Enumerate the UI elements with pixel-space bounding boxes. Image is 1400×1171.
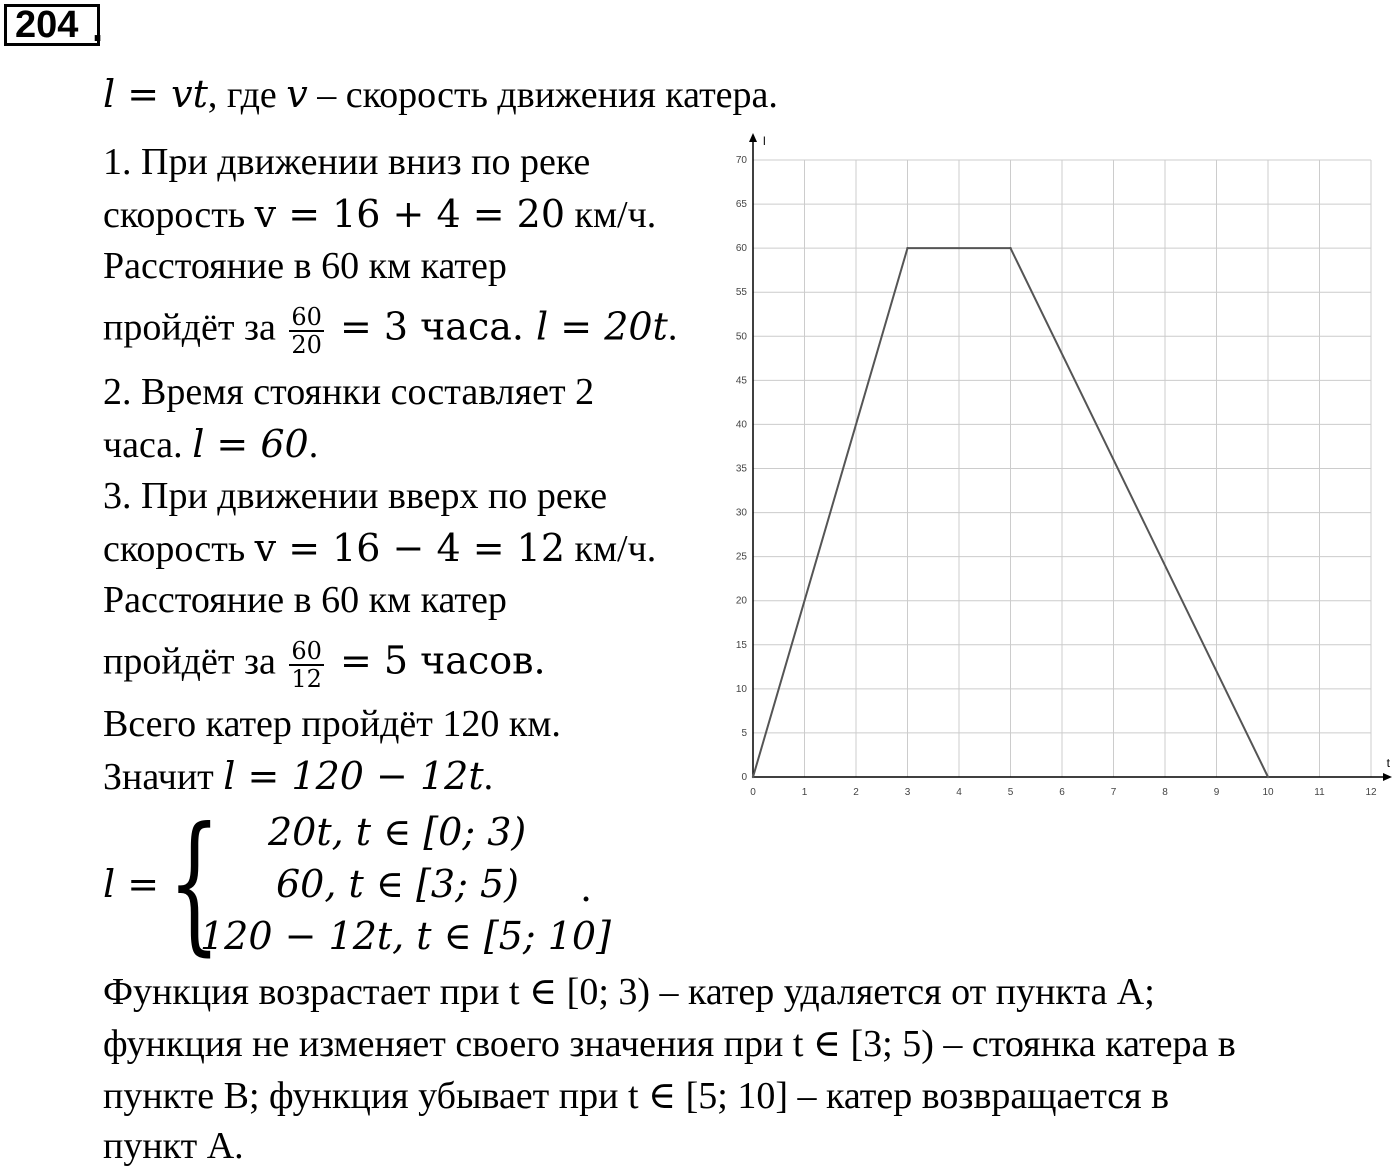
conclusion-line-1: Функция возрастает при t ∈ [0; 3) – катер удаляется от пункта A; — [103, 971, 1155, 1013]
total-distance-line: Всего катер пройдёт 120 км. — [103, 703, 561, 745]
y-tick-label: 50 — [735, 331, 747, 343]
y-tick-label: 25 — [735, 551, 747, 563]
series-point — [906, 247, 908, 249]
x-tick-label: 3 — [904, 787, 911, 798]
step3-fraction — [289, 638, 324, 692]
y-tick-label: 30 — [735, 507, 747, 519]
formula-return-period: . — [483, 756, 494, 798]
step3-time-label: пройдёт за — [103, 640, 286, 683]
x-tick-label: 10 — [1262, 787, 1274, 798]
y-tick-label: 5 — [741, 727, 747, 739]
formula-text: , где — [207, 74, 287, 116]
step3-line4 — [103, 638, 546, 692]
x-tick-label: 2 — [853, 787, 859, 798]
step3-time-result: = 5 часов. — [327, 638, 546, 683]
x-tick-label: 5 — [1007, 787, 1014, 798]
x-tick-label: 7 — [1110, 787, 1117, 798]
step1-time-result: = 3 часа. — [327, 304, 537, 349]
y-tick-label: 10 — [735, 683, 747, 695]
formula-desc: – скорость движения катера. — [307, 74, 778, 116]
step1-speed-math: v = 16 + 4 = 20 — [254, 192, 566, 236]
step1-speed-unit: км/ч. — [565, 194, 657, 236]
distance-time-chart — [720, 125, 1400, 805]
formula-line — [103, 72, 778, 117]
piecewise-brace: { — [168, 796, 221, 970]
step1-fraction-den: 20 — [291, 331, 322, 359]
step1-line4 — [103, 304, 677, 358]
conclusion-line-4: пункт A. — [103, 1125, 244, 1167]
step1-line3: Расстояние в 60 км катер — [103, 245, 507, 287]
formula-return-label: Значит — [103, 756, 224, 798]
x-tick-label: 4 — [956, 787, 962, 798]
y-axis-label: l — [763, 134, 766, 148]
x-tick-label: 12 — [1365, 787, 1377, 798]
step2-line2 — [103, 422, 318, 467]
y-tick-label: 15 — [735, 639, 747, 651]
step1-line2 — [103, 192, 656, 237]
problem-number-dot: . — [92, 6, 104, 50]
x-tick-label: 8 — [1162, 787, 1168, 798]
step3-fraction-den: 12 — [291, 665, 322, 693]
piecewise-lhs: l = — [103, 862, 160, 906]
step1-line1: 1. При движении вниз по реке — [103, 141, 591, 183]
piecewise-case-3: 120 − 12t, t ∈ [5; 10] — [200, 914, 611, 958]
x-tick-label: 1 — [801, 787, 808, 798]
y-tick-label: 20 — [735, 595, 747, 607]
y-tick-label: 35 — [735, 463, 747, 475]
x-tick-label: 11 — [1314, 787, 1325, 798]
y-tick-label: 60 — [735, 243, 747, 255]
step3-speed-math: v = 16 − 4 = 12 — [254, 526, 566, 570]
step1-formula: l = 20t — [536, 304, 668, 349]
conclusion-line-3: пункте B; функция убывает при t ∈ [5; 10] – катер возвращается в — [103, 1075, 1170, 1117]
step2-period: . — [308, 424, 319, 466]
y-tick-label: 45 — [735, 375, 747, 387]
x-tick-label: 6 — [1059, 787, 1065, 798]
formula-return-line — [103, 754, 493, 799]
step1-period: . — [667, 306, 678, 349]
formula-math: l = vt — [103, 72, 208, 116]
step3-speed-unit: км/ч. — [565, 528, 657, 570]
y-tick-label: 70 — [735, 155, 747, 166]
x-axis-label: t — [1386, 756, 1390, 770]
step2-formula: l = 60 — [192, 422, 309, 466]
step1-fraction — [289, 304, 324, 358]
y-tick-label: 40 — [735, 419, 747, 431]
step3-line1: 3. При движении вверх по реке — [103, 475, 608, 517]
step3-fraction-num: 60 — [291, 637, 322, 665]
formula-return-math: l = 120 − 12t — [223, 754, 484, 798]
step3-speed-label: скорость — [103, 528, 255, 570]
x-axis-arrow — [1383, 773, 1392, 781]
step3-line3: Расстояние в 60 км катер — [103, 579, 507, 621]
step2-label: часа. — [103, 424, 193, 466]
formula-var: v — [286, 72, 308, 116]
step1-time-label: пройдёт за — [103, 306, 286, 349]
step3-line2 — [103, 526, 656, 571]
series-point — [1009, 247, 1011, 249]
step1-speed-label: скорость — [103, 194, 255, 236]
series-point — [752, 776, 754, 778]
step2-line1: 2. Время стоянки составляет 2 — [103, 371, 595, 413]
series-point — [1267, 776, 1269, 778]
y-tick-label: 65 — [735, 199, 747, 211]
conclusion-line-2: функция не изменяет своего значения при t ∈ [3; 5) – стоянка катера в — [103, 1023, 1236, 1065]
piecewise-case-1: 20t, t ∈ [0; 3) — [268, 810, 527, 854]
y-axis-arrow — [749, 133, 757, 142]
y-tick-label: 55 — [735, 287, 747, 299]
step1-fraction-num: 60 — [291, 303, 322, 331]
x-tick-label: 0 — [750, 787, 756, 798]
problem-number: 204 — [4, 4, 100, 46]
y-tick-label: 0 — [741, 772, 747, 783]
x-tick-label: 9 — [1213, 787, 1220, 798]
piecewise-case-2: 60, t ∈ [3; 5) — [276, 862, 519, 906]
piecewise-period: . — [580, 866, 593, 910]
